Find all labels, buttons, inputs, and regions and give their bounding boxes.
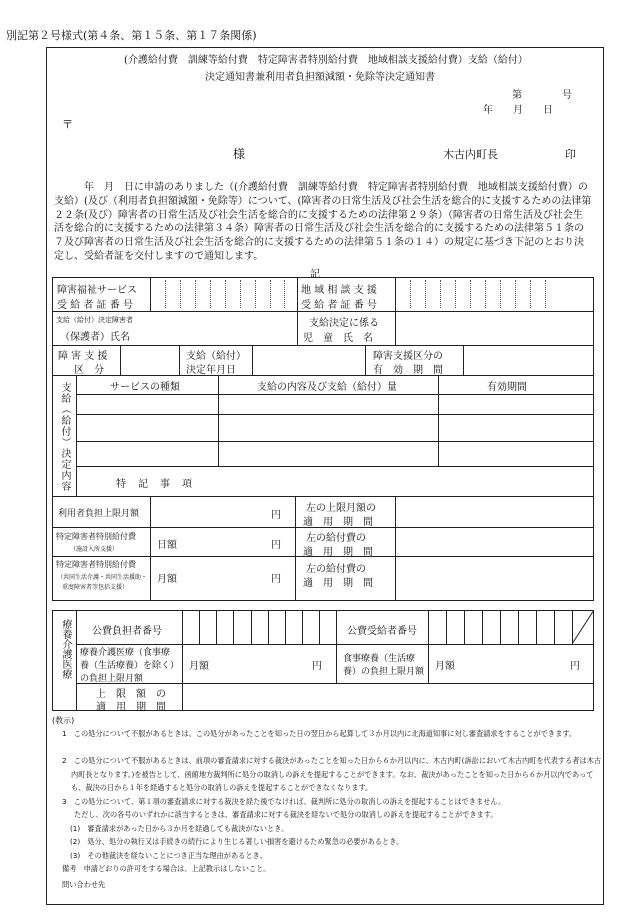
seal-mark: 印 bbox=[565, 148, 576, 161]
note-3-item-2: (2) 処分、処分の執行又は手続きの続行により生じる著しい損害を避けるため緊急の必要があるとき。 bbox=[70, 837, 404, 846]
contact-label: 問い合わせ先 bbox=[62, 880, 106, 889]
meal-limit-label-2: 養）の負担上限月額 bbox=[343, 667, 425, 677]
special2-label-2: （共同生活介護・共同生活援助・ bbox=[57, 574, 148, 581]
benefit-period-label: 左の給付費の bbox=[306, 533, 366, 544]
medical-period-label-2: 適 用 期 間 bbox=[96, 702, 166, 713]
period-column-header: 有効期間 bbox=[487, 382, 527, 393]
special2-label: 特定障害者特別給付費 bbox=[56, 560, 136, 569]
remark-note: 備考 申請どおりの許可をする場合は、上記教示はしないこと。 bbox=[62, 864, 271, 873]
class-period-label-2: 有 効 期 間 bbox=[373, 365, 443, 376]
decision-date-label: 支給（給付） bbox=[186, 351, 246, 362]
ki-mark: 記 bbox=[310, 269, 320, 280]
guardian-label: （保護者）氏名 bbox=[60, 332, 130, 343]
special1-label: 特定障害者特別給付費 bbox=[56, 532, 136, 541]
meal-monthly-label: 月額 bbox=[435, 661, 455, 672]
notice-body: 年 月 日に申請のありました（(介護給付費 訓練等給付費 特定障害者特別給付費 地域相談支援給付費）の支給）(及び（利用者負担額減額・免除等）について、(障害者の日常生活及び社会生活を総合的に支援するための法律第２２条(及び）障害者の日常生活及び社会生活を総合的に支援するための法律第２９条）（障害者の日常生活及び社会生活を総合的に支援するための法律第３４条）障害者の日常生活及び社会生活を総合的に支援するための法律第５１条の７及び障害者の日常生活及び社会生活を総合的に支援するための法律第５１条の１４）の規定に基づき下記のとおり決定し、受給者証を交付しますので通知します。 bbox=[54, 182, 592, 262]
notes-heading: (教示) bbox=[52, 716, 75, 725]
guardian-label-small: 支給（給付）決定障害者 bbox=[56, 316, 133, 324]
recipient-number-label: 公費受給者番号 bbox=[347, 626, 417, 637]
consult-cert-label: 地 域 相 談 支 援 bbox=[301, 285, 377, 296]
medical-period-label: 上 限 額 の bbox=[96, 689, 166, 700]
consult-cert-label-2: 受 給 者 証 番 号 bbox=[301, 300, 377, 311]
diagonal-strike bbox=[572, 610, 594, 644]
medical-limit-label: 療養介護医療（食事療 bbox=[80, 648, 171, 658]
benefit-period-label-2: 適 用 期 間 bbox=[303, 547, 373, 558]
meal-limit-label: 食事療養（生活療 bbox=[343, 654, 416, 664]
child-label: 支給決定に係る bbox=[309, 318, 379, 329]
meal-yen: 円 bbox=[570, 661, 580, 672]
medical-monthly-label: 月額 bbox=[189, 661, 209, 672]
disability-class-label: 障 害 支 援 bbox=[58, 351, 108, 362]
daily-yen: 円 bbox=[271, 540, 281, 551]
decision-date-label-2: 決定年月日 bbox=[186, 365, 236, 376]
note-1: 1 この処分について不服があるときは、この処分があったことを知った日の翌日から起算して３か月以内に北海道知事に対し審査請求をすることができます。 bbox=[62, 729, 577, 738]
note-3: 3 この処分について、第１項の審査請求に対する裁決を経た後でなければ、裁判所に処分の取消しの訴えを提起することはできません。 bbox=[62, 797, 506, 806]
document-title-line2: 決定通知書兼利用者負担額減額・免除等決定通知書 bbox=[205, 72, 435, 83]
class-period-label: 障害支援区分の bbox=[373, 351, 443, 362]
special1-label-2: （施設入所支援） bbox=[70, 546, 119, 553]
monthly-label: 月額 bbox=[157, 574, 177, 585]
disability-class-label-2: 区 分 bbox=[74, 365, 104, 376]
monthly-yen: 円 bbox=[271, 574, 281, 585]
postal-mark: 〒 bbox=[62, 118, 73, 131]
welfare-cert-label: 障害福祉サービス bbox=[57, 285, 137, 296]
limit-label: 利用者負担上限月額 bbox=[58, 509, 140, 519]
document-title-line1: (介護給付費 訓練等給付費 特定障害者特別給付費 地域相談支援給付費）支給（給付） bbox=[124, 55, 528, 66]
benefit-period2-label-2: 適 用 期 間 bbox=[303, 578, 373, 589]
special2-label-3: 重度障害者等包括支援） bbox=[62, 584, 129, 591]
document-number: 第 号 bbox=[512, 90, 572, 101]
limit-yen: 円 bbox=[271, 510, 281, 521]
document-date: 年 月 日 bbox=[483, 105, 553, 116]
limit-period-label-2: 適 用 期 間 bbox=[303, 517, 373, 528]
issuer-name: 木古内町長 bbox=[443, 148, 498, 161]
addressee-suffix: 様 bbox=[233, 147, 246, 161]
child-label-2: 児 童 氏 名 bbox=[303, 333, 373, 344]
daily-label: 日額 bbox=[157, 540, 177, 551]
note-3-item-1: (1) 審査請求があった日から３か月を経過しても裁決がないとき。 bbox=[70, 824, 289, 833]
payer-number-label: 公費負担者番号 bbox=[92, 626, 162, 637]
form-reference: 別記第２号様式(第４条、第１５条、第１７条関係) bbox=[6, 29, 257, 42]
service-column-header: サービスの種類 bbox=[110, 382, 180, 393]
note-2: 2 この処分について不服があるときは、前項の審査請求に対する裁決があったことを知った日から６か月以内に、木古内町(訴訟において木古内町を代表する者は木古内町長となります。)を被告として、函館地方裁判所に処分の取消しの訴えを提起することができます。なお、裁決があったことを知った日から６か月以内であっても、裁決の日から１年を経過すると処分の取消しの訴えを提起することができなくなります。 bbox=[62, 756, 602, 792]
remarks-label: 特 記 事 項 bbox=[116, 479, 193, 490]
medical-side-label: 療養介護医療 bbox=[60, 619, 71, 679]
welfare-cert-label-2: 受 給 者 証 番 号 bbox=[57, 300, 133, 311]
benefit-period2-label: 左の給付費の bbox=[306, 564, 366, 575]
limit-period-label: 左の上限月額の bbox=[306, 503, 376, 514]
note-3-proviso: ただし、次の各号のいずれかに該当するときは、審査請求に対する裁決を経ないで処分の取消しの訴えを提起することができます。 bbox=[74, 810, 498, 819]
note-3-item-3: (3) その他裁決を経ないことにつき正当な理由があるとき。 bbox=[70, 851, 267, 860]
medical-limit-label-2: 養（生活療養）を除く） bbox=[80, 661, 180, 671]
medical-limit-label-3: の負担上限月額 bbox=[80, 674, 144, 684]
content-column-header: 支給の内容及び支給（給付）量 bbox=[257, 382, 397, 393]
medical-yen: 円 bbox=[312, 661, 322, 672]
decision-side-label: 支給（給付）決定内容 bbox=[59, 382, 70, 492]
